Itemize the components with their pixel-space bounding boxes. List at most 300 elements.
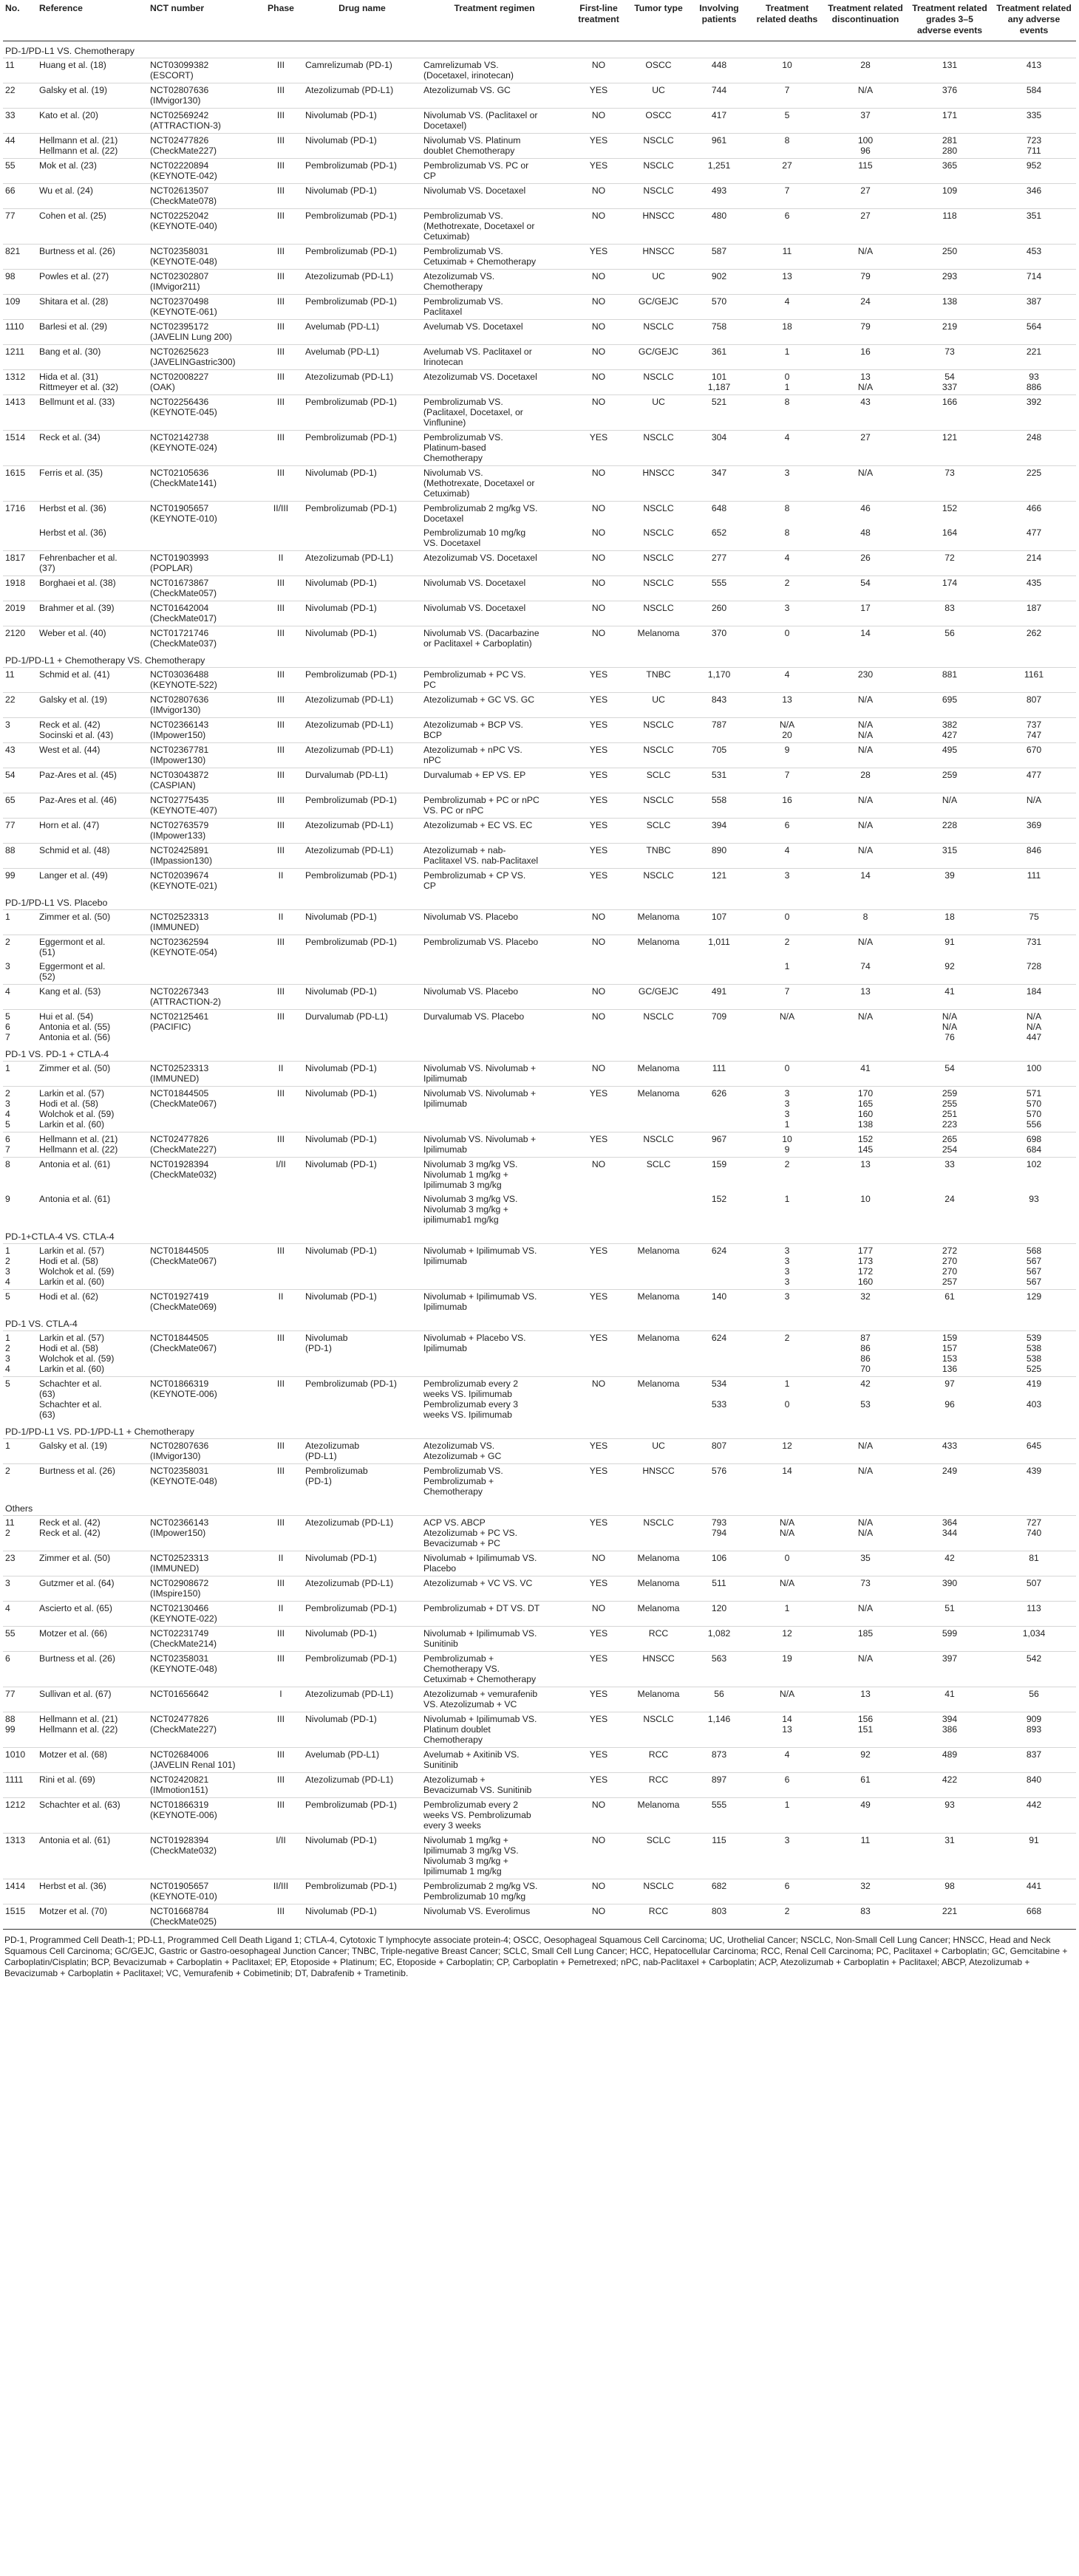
cell-text: 88 — [5, 845, 16, 855]
table-cell — [751, 245, 823, 270]
table-cell — [630, 270, 687, 295]
cell-text: 807 — [1026, 694, 1042, 705]
table-cell — [568, 134, 630, 159]
table-cell — [303, 743, 421, 768]
cell-text: 1212 — [5, 1800, 26, 1810]
cell-text: 1,034 — [1022, 1628, 1046, 1639]
table-row — [3, 295, 1076, 320]
cell-text: Hodi et al. (62) — [39, 1291, 98, 1302]
table-cell — [259, 58, 303, 83]
cell-text: 166 — [942, 397, 958, 407]
table-cell — [992, 526, 1076, 551]
cell-text: III — [276, 211, 285, 221]
cell-text: Nivolumab (PD-1) — [305, 1714, 377, 1724]
column-header: NCT number — [148, 0, 259, 41]
cell-text: Antonia et al. (61) — [39, 1194, 111, 1204]
cell-text: Nivolumab VS. Docetaxel — [423, 578, 526, 588]
cell-text: 4 — [784, 432, 790, 443]
cell-text: Pembrolizumab 2 mg/kg VS. — [423, 1881, 538, 1891]
cell-text: III — [276, 1800, 285, 1810]
table-cell — [751, 910, 823, 935]
table-cell — [148, 1062, 259, 1087]
table-cell — [259, 693, 303, 718]
cell-text: NO — [591, 468, 606, 478]
cell-text: 387 — [1026, 296, 1042, 307]
table-cell — [568, 1516, 630, 1551]
cell-text: NCT02302807 — [150, 271, 209, 281]
table-cell — [568, 844, 630, 869]
table-cell — [908, 601, 992, 626]
cell-text: 624 — [711, 1333, 727, 1343]
table-cell — [751, 1062, 823, 1087]
cell-text: 19 — [782, 1653, 792, 1664]
cell-text: 160 — [857, 1277, 874, 1287]
cell-text: 83 — [860, 1906, 871, 1916]
cell-text: NSCLC — [643, 432, 674, 443]
table-row — [3, 1652, 1076, 1687]
cell-text — [150, 961, 256, 971]
table-cell — [992, 1290, 1076, 1315]
table-cell — [823, 345, 908, 370]
cell-text: NCT02256436 — [150, 397, 209, 407]
cell-text: I/II — [276, 1159, 286, 1169]
table-cell — [303, 1602, 421, 1627]
cell-text: NO — [591, 271, 606, 281]
cell-text: Atezolizumab VS. GC — [423, 85, 511, 95]
table-cell — [992, 1439, 1076, 1464]
table-cell — [687, 1879, 751, 1904]
table-cell — [568, 83, 630, 109]
table-cell — [751, 1748, 823, 1773]
cell-text: NSCLC — [643, 527, 674, 538]
section-heading-row — [3, 651, 1076, 668]
cell-text: RCC — [648, 1774, 669, 1785]
table-cell — [37, 1576, 148, 1602]
cell-text: (PD-L1) — [305, 1451, 337, 1461]
table-cell — [3, 1551, 37, 1576]
table-cell — [823, 295, 908, 320]
cell-text: 41 — [944, 986, 955, 997]
cell-text: 5 — [5, 1378, 10, 1389]
table-cell — [148, 1576, 259, 1602]
table-cell — [823, 1464, 908, 1500]
table-cell — [751, 1377, 823, 1423]
cell-text: Hida et al. (31) — [39, 372, 98, 382]
table-cell — [37, 1377, 148, 1423]
cell-text: (JAVELIN Renal 101) — [150, 1760, 236, 1770]
cell-text: N/A — [779, 720, 795, 730]
table-cell — [148, 1132, 259, 1158]
cell-text: 369 — [1026, 820, 1042, 830]
cell-text: NCT02130466 — [150, 1603, 209, 1613]
cell-text: NCT02220894 — [150, 160, 209, 171]
cell-text: 364 — [942, 1517, 958, 1528]
table-cell — [992, 1748, 1076, 1773]
cell-text: 1,082 — [707, 1628, 731, 1639]
table-cell — [568, 1773, 630, 1798]
table-cell — [751, 1087, 823, 1132]
table-cell — [259, 370, 303, 395]
cell-text: YES — [589, 1628, 608, 1639]
table-cell — [259, 1551, 303, 1576]
table-cell — [568, 1464, 630, 1500]
cell-text: 1 — [5, 1441, 10, 1451]
table-cell — [259, 431, 303, 466]
table-cell — [992, 844, 1076, 869]
table-cell — [259, 1798, 303, 1834]
cell-text: III — [276, 795, 285, 805]
table-cell — [421, 295, 568, 320]
cell-text: III — [276, 694, 285, 705]
cell-text: 6 — [784, 1881, 790, 1891]
cell-text: NCT02366143 — [150, 1517, 209, 1528]
table-cell — [148, 626, 259, 652]
table-cell — [148, 270, 259, 295]
cell-text — [570, 961, 627, 971]
cell-text: 14 — [782, 1466, 792, 1476]
cell-text: Ferris et al. (35) — [39, 468, 103, 478]
cell-text: Pembrolizumab (PD-1) — [305, 870, 397, 881]
cell-text: NCT03099382 — [150, 60, 209, 70]
cell-text: 1 — [5, 1063, 10, 1073]
cell-text: N/A — [857, 1528, 874, 1538]
table-cell — [568, 1010, 630, 1045]
table-cell — [3, 295, 37, 320]
cell-text: (KEYNOTE-010) — [150, 513, 217, 524]
cell-text: 160 — [857, 1109, 874, 1119]
section-heading: PD-1+CTLA-4 VS. CTLA-4 — [5, 1231, 115, 1242]
table-cell — [148, 1087, 259, 1132]
table-cell — [823, 1087, 908, 1132]
cell-text: 118 — [942, 211, 957, 221]
table-cell — [421, 1290, 568, 1315]
table-cell — [148, 320, 259, 345]
table-cell — [3, 1602, 37, 1627]
table-cell — [421, 819, 568, 844]
table-cell — [3, 1798, 37, 1834]
cell-text: 18 — [782, 321, 792, 332]
cell-text: 280 — [942, 146, 958, 156]
cell-text: 3 — [784, 1835, 790, 1845]
cell-text: 4 — [784, 1749, 790, 1760]
table-cell — [568, 270, 630, 295]
table-cell — [37, 466, 148, 502]
cell-text: NCT01866319 — [150, 1800, 209, 1810]
table-row — [3, 184, 1076, 209]
table-cell — [303, 1551, 421, 1576]
cell-text: 564 — [1026, 321, 1042, 332]
cell-text: 821 — [5, 246, 21, 256]
table-cell — [568, 526, 630, 551]
table-cell — [259, 1879, 303, 1904]
cell-text: Nivolumab VS. (Paclitaxel or — [423, 110, 538, 120]
table-cell — [148, 601, 259, 626]
cell-text: NO — [591, 296, 606, 307]
table-cell — [992, 134, 1076, 159]
cell-text: YES — [589, 432, 608, 443]
table-cell — [148, 1439, 259, 1464]
cell-text: YES — [589, 1774, 608, 1785]
table-cell — [908, 1010, 992, 1045]
cell-text: 61 — [944, 1291, 955, 1302]
table-cell — [751, 502, 823, 527]
table-cell — [630, 58, 687, 83]
table-row — [3, 320, 1076, 345]
cell-text: 909 — [1026, 1714, 1042, 1724]
cell-text: 265 — [942, 1134, 958, 1144]
cell-text: 3 — [784, 1109, 790, 1119]
table-cell — [823, 395, 908, 431]
table-cell — [37, 1087, 148, 1132]
cell-text: N/A — [942, 795, 958, 805]
cell-text: YES — [589, 745, 608, 755]
table-cell — [148, 1652, 259, 1687]
table-cell — [568, 1439, 630, 1464]
cell-text: 3 — [784, 1277, 790, 1287]
table-cell — [630, 1010, 687, 1045]
table-cell — [259, 109, 303, 134]
column-header: Treatment related any adverse events — [992, 0, 1076, 41]
cell-text: NO — [591, 1835, 606, 1845]
cell-text: Pembrolizumab VS. — [423, 296, 503, 307]
table-cell — [303, 1377, 421, 1423]
table-cell — [687, 370, 751, 395]
cell-text: (CheckMate227) — [150, 146, 217, 156]
cell-text: 100 — [1026, 1063, 1042, 1073]
table-cell — [259, 1652, 303, 1687]
table-cell — [751, 935, 823, 960]
cell-text: 159 — [711, 1159, 727, 1169]
cell-text: 1,187 — [707, 382, 731, 392]
cell-text: Chemotherapy VS. — [423, 1664, 500, 1674]
cell-text: Atezolizumab (PD-L1) — [305, 1517, 394, 1528]
table-cell — [908, 1879, 992, 1904]
cell-text: Melanoma — [637, 1603, 680, 1613]
cell-text: (KEYNOTE-006) — [150, 1389, 217, 1399]
table-cell — [568, 502, 630, 527]
cell-text: Hodi et al. (58) — [39, 1099, 98, 1109]
table-cell — [992, 1244, 1076, 1290]
cell-text: 27 — [860, 211, 871, 221]
table-cell — [687, 1377, 751, 1423]
table-cell — [259, 466, 303, 502]
cell-text: Nivolumab (PD-1) — [305, 1835, 377, 1845]
table-cell — [303, 134, 421, 159]
table-cell — [303, 1687, 421, 1712]
table-cell — [751, 270, 823, 295]
cell-text: 121 — [942, 432, 958, 443]
table-row — [3, 466, 1076, 502]
cell-text: BCP — [423, 730, 443, 740]
table-cell — [630, 1192, 687, 1227]
table-cell — [908, 985, 992, 1010]
cell-text: 7 — [784, 85, 790, 95]
cell-text: Atezolizumab + EC VS. EC — [423, 820, 533, 830]
table-cell — [908, 626, 992, 652]
table-cell — [823, 1576, 908, 1602]
table-cell — [992, 502, 1076, 527]
table-cell — [630, 1904, 687, 1930]
table-cell — [630, 960, 687, 985]
table-cell — [303, 910, 421, 935]
table-cell — [3, 1748, 37, 1773]
table-cell — [908, 270, 992, 295]
table-cell — [751, 985, 823, 1010]
table-cell — [259, 1290, 303, 1315]
table-cell — [259, 1062, 303, 1087]
table-cell — [3, 209, 37, 245]
table-cell — [630, 245, 687, 270]
cell-text: Pembrolizumab + PC or nPC — [423, 795, 540, 805]
cell-text: 1 — [784, 1800, 790, 1810]
table-cell — [421, 1773, 568, 1798]
cell-text: NCT02420821 — [150, 1774, 209, 1785]
cell-text: Sunitinib — [423, 1639, 458, 1649]
table-cell — [37, 743, 148, 768]
table-cell — [823, 793, 908, 819]
cell-text: Nivolumab VS. Nivolumab + — [423, 1088, 537, 1099]
table-cell — [908, 1377, 992, 1423]
table-cell — [37, 109, 148, 134]
cell-text: 4 — [5, 1109, 10, 1119]
cell-text: Reck et al. (42) — [39, 1528, 101, 1538]
cell-text: Nivolumab (PD-1) — [305, 135, 377, 146]
table-cell — [37, 1516, 148, 1551]
table-cell — [687, 1464, 751, 1500]
table-cell — [751, 768, 823, 793]
cell-text: Avelumab (PD-L1) — [305, 346, 380, 357]
cell-text: Nivolumab VS. Nivolumab + — [423, 1134, 537, 1144]
cell-text: Sullivan et al. (67) — [39, 1689, 112, 1699]
cell-text: Chemotherapy — [423, 281, 483, 292]
cell-text — [570, 1194, 627, 1204]
cell-text: Atezolizumab + nab- — [423, 845, 506, 855]
cell-text: 31 — [944, 1835, 955, 1845]
cell-text: (IMpassion130) — [150, 855, 212, 866]
table-cell — [303, 1062, 421, 1087]
cell-text: 0 — [784, 628, 790, 638]
table-cell — [148, 1551, 259, 1576]
cell-text: 3 — [5, 1353, 10, 1364]
table-cell — [630, 1576, 687, 1602]
table-cell — [37, 844, 148, 869]
cell-text: Huang et al. (18) — [39, 60, 106, 70]
cell-text: Nivolumab (PD-1) — [305, 185, 377, 196]
cell-text: Avelumab VS. Paclitaxel or — [423, 346, 532, 357]
cell-text: 1312 — [5, 372, 26, 382]
table-cell — [751, 718, 823, 743]
table-cell — [687, 985, 751, 1010]
table-cell — [303, 819, 421, 844]
cell-text: 6 — [5, 1134, 10, 1144]
cell-text: 2 — [784, 1906, 790, 1916]
table-cell — [37, 1602, 148, 1627]
cell-text: 86 — [860, 1343, 871, 1353]
cell-text: Barlesi et al. (29) — [39, 321, 108, 332]
cell-text: Nivolumab (PD-1) — [305, 110, 377, 120]
table-cell — [908, 58, 992, 83]
cell-text: Fehrenbacher et al. — [39, 553, 118, 563]
cell-text: weeks VS. Pembrolizumab — [423, 1810, 531, 1820]
table-cell — [908, 1551, 992, 1576]
table-cell — [3, 551, 37, 576]
cell-text: (CheckMate067) — [150, 1343, 217, 1353]
table-cell — [37, 960, 148, 985]
table-row — [3, 935, 1076, 960]
cell-text: YES — [589, 85, 608, 95]
table-cell — [148, 134, 259, 159]
table-cell — [908, 1627, 992, 1652]
table-cell — [303, 1132, 421, 1158]
cell-text: 727 — [1026, 1517, 1042, 1528]
table-cell — [421, 1464, 568, 1500]
table-cell — [992, 693, 1076, 718]
table-row — [3, 502, 1076, 527]
table-cell — [259, 1773, 303, 1798]
cell-text: 567 — [1026, 1277, 1042, 1287]
table-cell — [823, 1652, 908, 1687]
table-cell — [751, 1834, 823, 1879]
table-cell — [751, 844, 823, 869]
table-cell — [568, 910, 630, 935]
cell-text: Pembrolizumab VS. — [423, 397, 503, 407]
table-cell — [568, 320, 630, 345]
cell-text: (POPLAR) — [150, 563, 193, 573]
cell-text: 22 — [5, 694, 16, 705]
cell-text: NSCLC — [643, 503, 674, 513]
table-cell — [421, 1712, 568, 1748]
cell-text: 507 — [1026, 1578, 1042, 1588]
cell-text: 347 — [711, 468, 727, 478]
table-cell — [908, 320, 992, 345]
table-cell — [751, 109, 823, 134]
cell-text: NO — [591, 321, 606, 332]
cell-text: 3 — [784, 1291, 790, 1302]
table-cell — [823, 134, 908, 159]
cell-text: 54 — [860, 578, 871, 588]
cell-text: YES — [589, 1466, 608, 1476]
table-cell — [992, 1798, 1076, 1834]
table-cell — [992, 1010, 1076, 1045]
table-cell — [303, 869, 421, 894]
cell-text: UC — [652, 1441, 665, 1451]
table-cell — [421, 551, 568, 576]
table-cell — [908, 502, 992, 527]
cell-text: Ipilimumab — [423, 1343, 467, 1353]
cell-text: I/II — [276, 1835, 286, 1845]
table-row — [3, 1712, 1076, 1748]
cell-text: West et al. (44) — [39, 745, 101, 755]
cell-text: NCT02367781 — [150, 745, 209, 755]
table-cell — [148, 184, 259, 209]
table-cell — [992, 1627, 1076, 1652]
table-cell — [992, 1687, 1076, 1712]
table-cell — [148, 526, 259, 551]
cell-text: Gutzmer et al. (64) — [39, 1578, 115, 1588]
table-cell — [568, 1087, 630, 1132]
cell-text: YES — [589, 1134, 608, 1144]
table-cell — [37, 1652, 148, 1687]
cell-text: 138 — [942, 296, 958, 307]
table-cell — [303, 1010, 421, 1045]
cell-text: 66 — [5, 185, 16, 196]
table-cell — [303, 395, 421, 431]
cell-text: (IMvigor211) — [150, 281, 200, 292]
table-cell — [568, 1748, 630, 1773]
table-cell — [3, 1652, 37, 1687]
cell-text: 571 — [1026, 1088, 1042, 1099]
cell-text: 370 — [711, 628, 727, 638]
